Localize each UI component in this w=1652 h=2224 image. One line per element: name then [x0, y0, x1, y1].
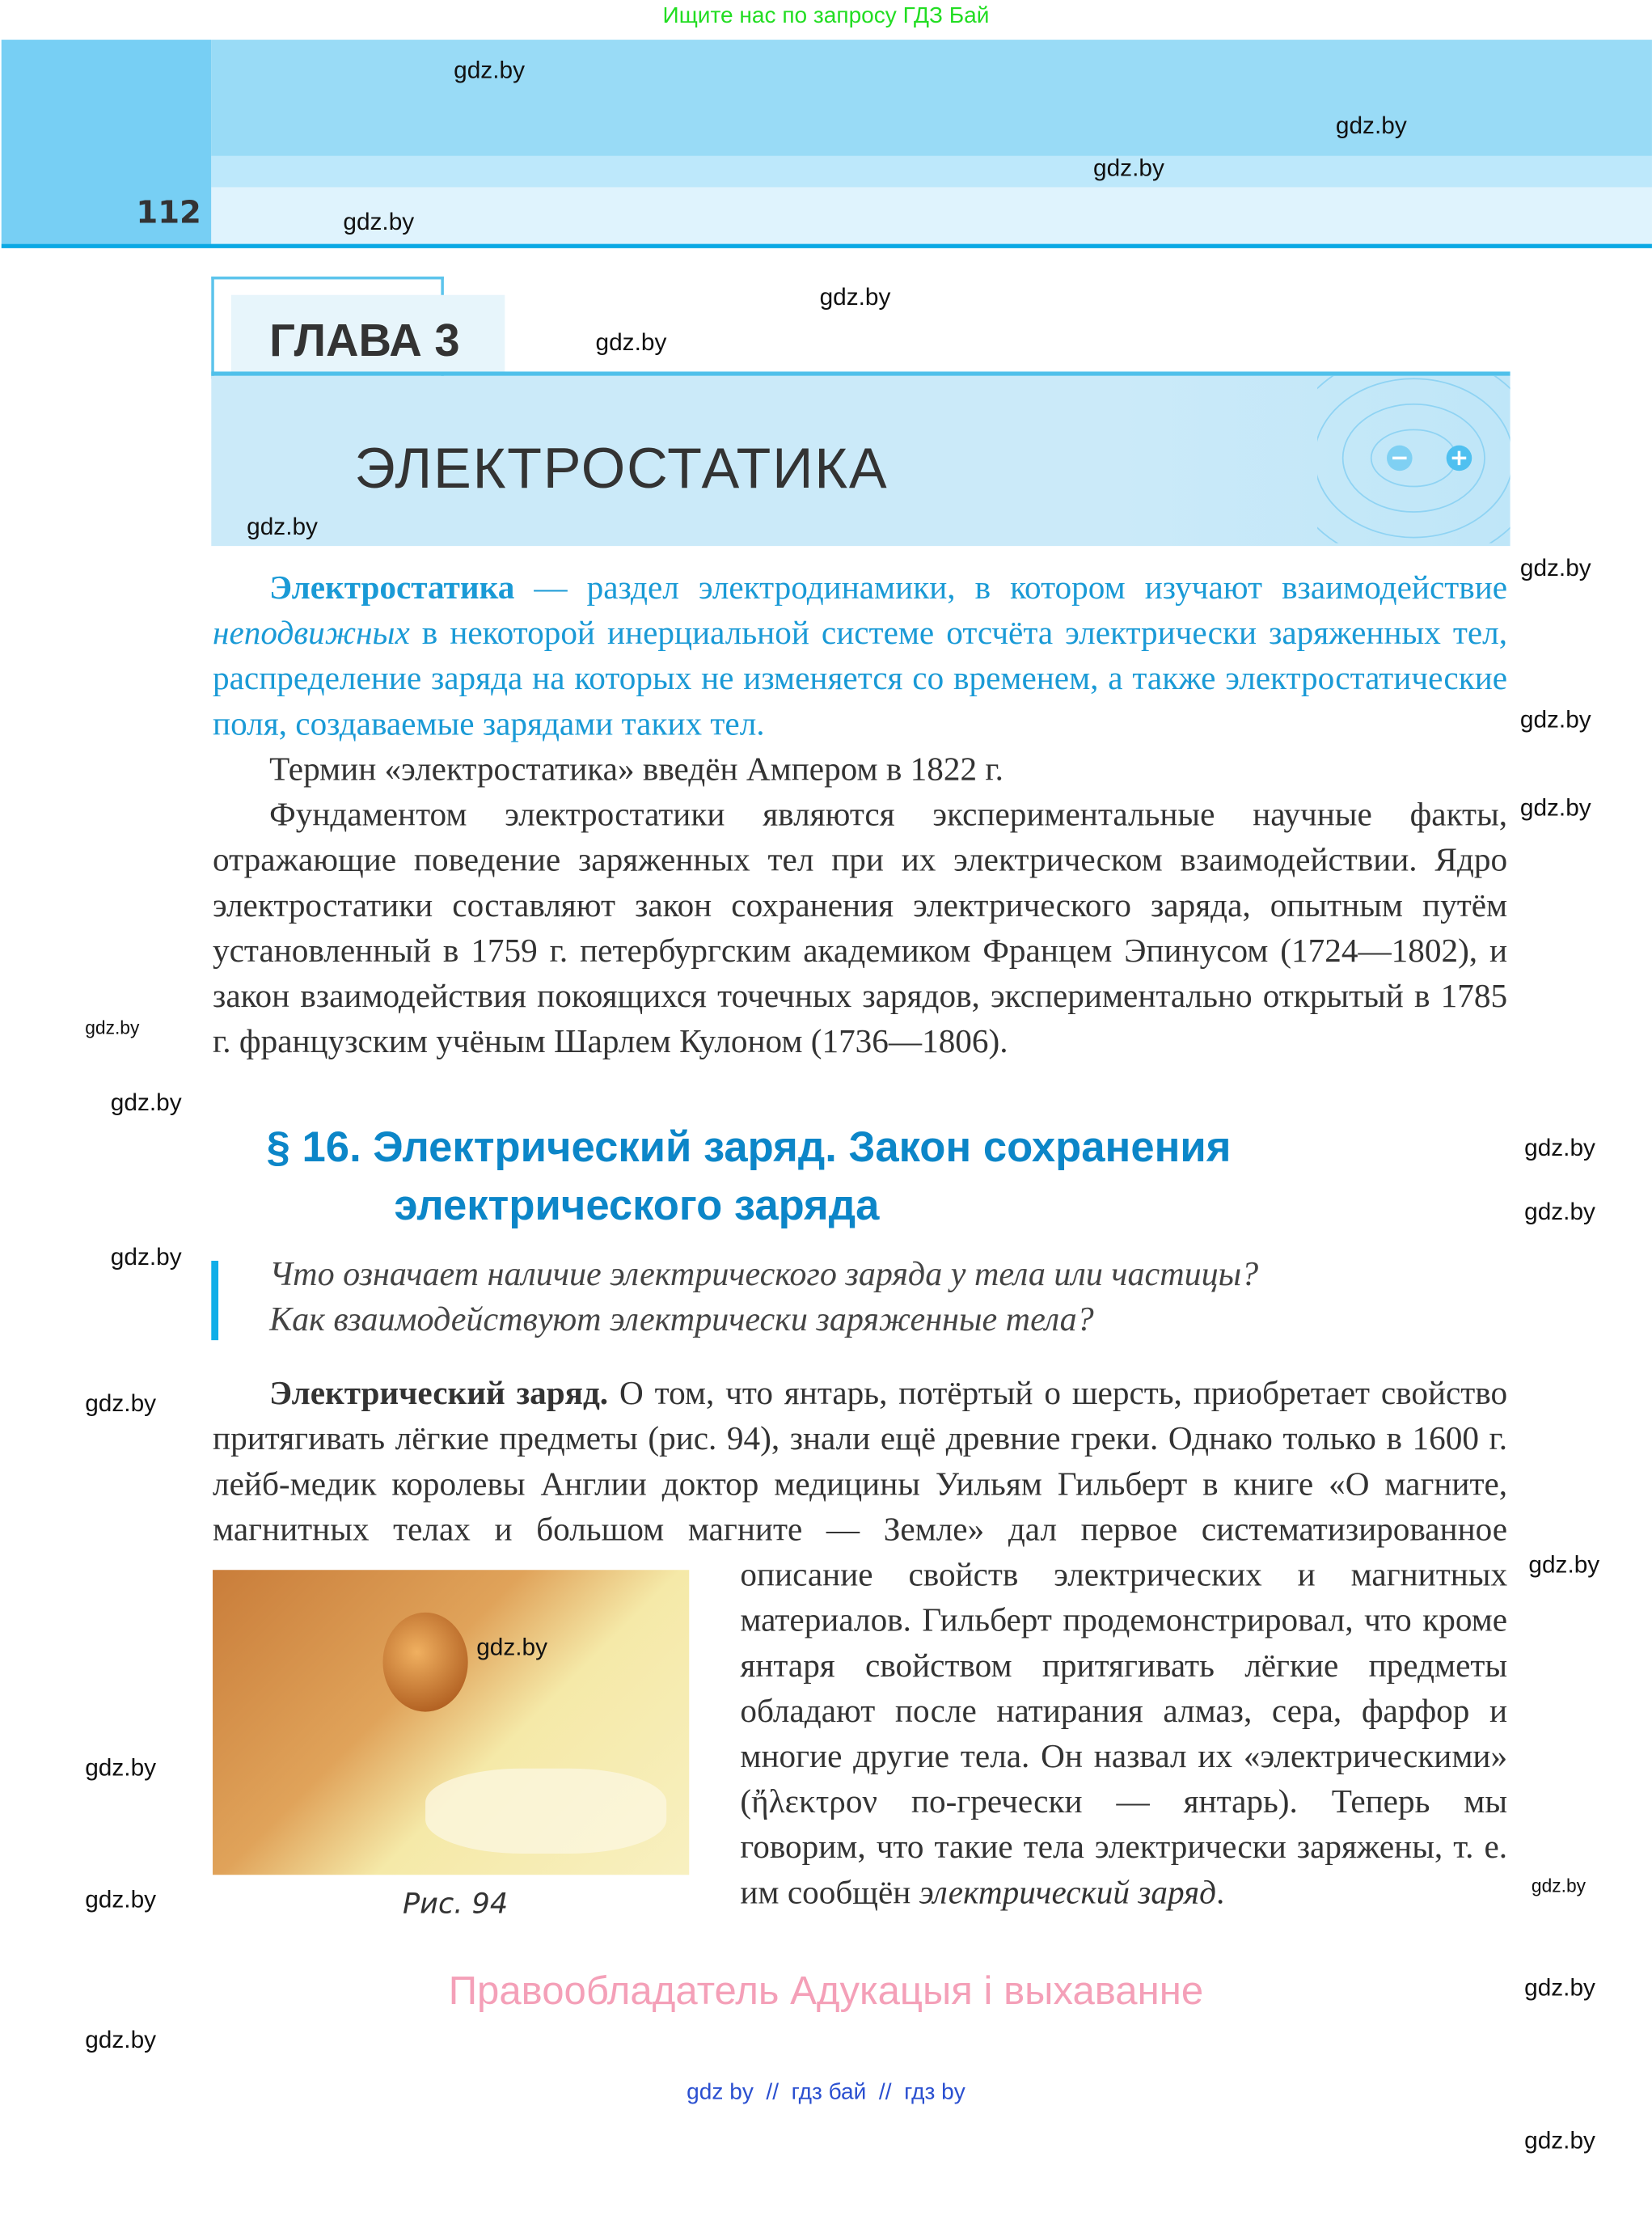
watermark: gdz.by	[110, 1089, 182, 1117]
watermark: gdz.by	[1531, 1875, 1587, 1896]
watermark: gdz.by	[1519, 706, 1591, 734]
watermark: gdz.by	[1528, 1551, 1600, 1579]
section-heading-line: § 16. Электрический заряд. Закон сохранения	[266, 1124, 1232, 1172]
header-band	[211, 187, 1652, 243]
main-column	[213, 566, 1507, 2108]
watermark: gdz.by	[1519, 554, 1591, 581]
figure-94-photo	[213, 1570, 689, 1875]
watermark: gdz.by	[247, 513, 318, 541]
page-number: 112	[136, 195, 201, 231]
electric-field-icon	[1317, 376, 1510, 543]
section-heading	[267, 1119, 1507, 1236]
chapter-label: ГЛАВА 3	[269, 315, 460, 366]
header-band	[211, 40, 1652, 156]
emphasis: электрический заряд	[919, 1875, 1217, 1912]
emphasis: неподвижных	[213, 615, 410, 653]
definition-term: Электростатика	[269, 569, 515, 607]
paper-scraps	[425, 1769, 666, 1854]
text: .	[1216, 1875, 1225, 1912]
questions	[213, 1252, 1507, 1342]
text: — раздел электродинамики, в котором изучают взаимодействие	[514, 569, 1508, 607]
section-heading-line: электрического заряда	[394, 1182, 880, 1230]
watermark: gdz.by	[1093, 154, 1164, 182]
watermark: gdz.by	[476, 1634, 548, 1661]
intro-text	[213, 566, 1507, 1065]
paragraph: Фундаментом электростатики являются экспериментальные научные факты, отражающие поведение заряженных тел при их электрическом взаимодействии. Ядро электростатики составляют закон сохранения электрического заряда, опытным путём установленный в 1759 г. петербургским академиком Францем Эпинусом (1724—1802), и закон взаимодействия покоящихся точечных зарядов, экспериментально открытый в 1785 г. французским учёным Шарлем Кулоном (1736—1806).	[213, 797, 1508, 1061]
amber-piece	[382, 1613, 467, 1712]
watermark: gdz.by	[85, 1754, 157, 1782]
watermark: gdz.by	[1524, 1134, 1595, 1162]
watermark: gdz.by	[85, 1017, 140, 1038]
watermark: gdz.by	[343, 208, 415, 236]
watermark: gdz.by	[85, 1389, 157, 1417]
header-band	[211, 156, 1652, 188]
paragraph: Термин «электростатика» введён Ампером в 1822 г.	[269, 751, 1003, 789]
watermark: gdz.by	[454, 57, 525, 84]
figure-94	[213, 1570, 740, 1920]
watermark: gdz.by	[595, 328, 667, 357]
text: в некоторой инерциальной системе отсчёта электрически заряженных тел, распределение заряда на которых не изменяется со временем, а также электростатические поля, создаваемые зарядами таких тел.	[213, 615, 1508, 743]
watermark: gdz.by	[1524, 1198, 1595, 1226]
rights-holder: Правообладатель Адукацыя і выхаванне	[448, 1968, 1204, 2013]
top-note: Ищите нас по запросу ГДЗ Бай	[662, 4, 990, 29]
paragraph-term: Электрический заряд.	[269, 1375, 609, 1413]
watermark: gdz.by	[1335, 112, 1407, 139]
watermark: gdz.by	[819, 283, 891, 311]
watermark: gdz.by	[1519, 794, 1591, 822]
text: О том, что янтарь, потёртый о шерсть, приобретает свойство притягивать лёгкие предметы (рис. 94), знали ещё древние греки. Однако только в 1600 г. лейб-медик королевы Англии доктор медицины Уильям Гильберт в книге «О магните, магнитных телах и большом магните — Земле» дал первое систематизированное описание свойств электрических и магнитных материалов. Гильберт продемонстрировал, что кроме янтаря свойством притягивать лёгкие предметы обладают после натирания алмаз, сера, фарфор и многие другие тела. Он назвал их «электрическими» (ἤλεκτρον по-гречески — янтарь). Теперь мы говорим, что такие тела электрически заряжены, т. е. им сообщён	[213, 1375, 1508, 1912]
question-bar	[211, 1261, 218, 1340]
section-text	[213, 1372, 1507, 1926]
watermark: gdz.by	[1524, 2127, 1595, 2154]
chapter-title: ЭЛЕКТРОСТАТИКА	[354, 438, 889, 501]
figure-caption: Рис. 94	[403, 1886, 509, 1921]
watermark: gdz.by	[85, 2026, 157, 2054]
question: Что означает наличие электрического заряда у тела или частицы?	[269, 1256, 1259, 1294]
footer-links[interactable]: gdz by // гдз бай // гдз by	[687, 2080, 965, 2105]
watermark: gdz.by	[110, 1243, 182, 1271]
watermark: gdz.by	[1524, 1974, 1595, 2002]
watermark: gdz.by	[85, 1886, 157, 1913]
header-rule	[2, 244, 1652, 248]
definition-paragraph	[213, 566, 1507, 747]
question: Как взаимодействуют электрически заряженные тела?	[269, 1301, 1094, 1339]
